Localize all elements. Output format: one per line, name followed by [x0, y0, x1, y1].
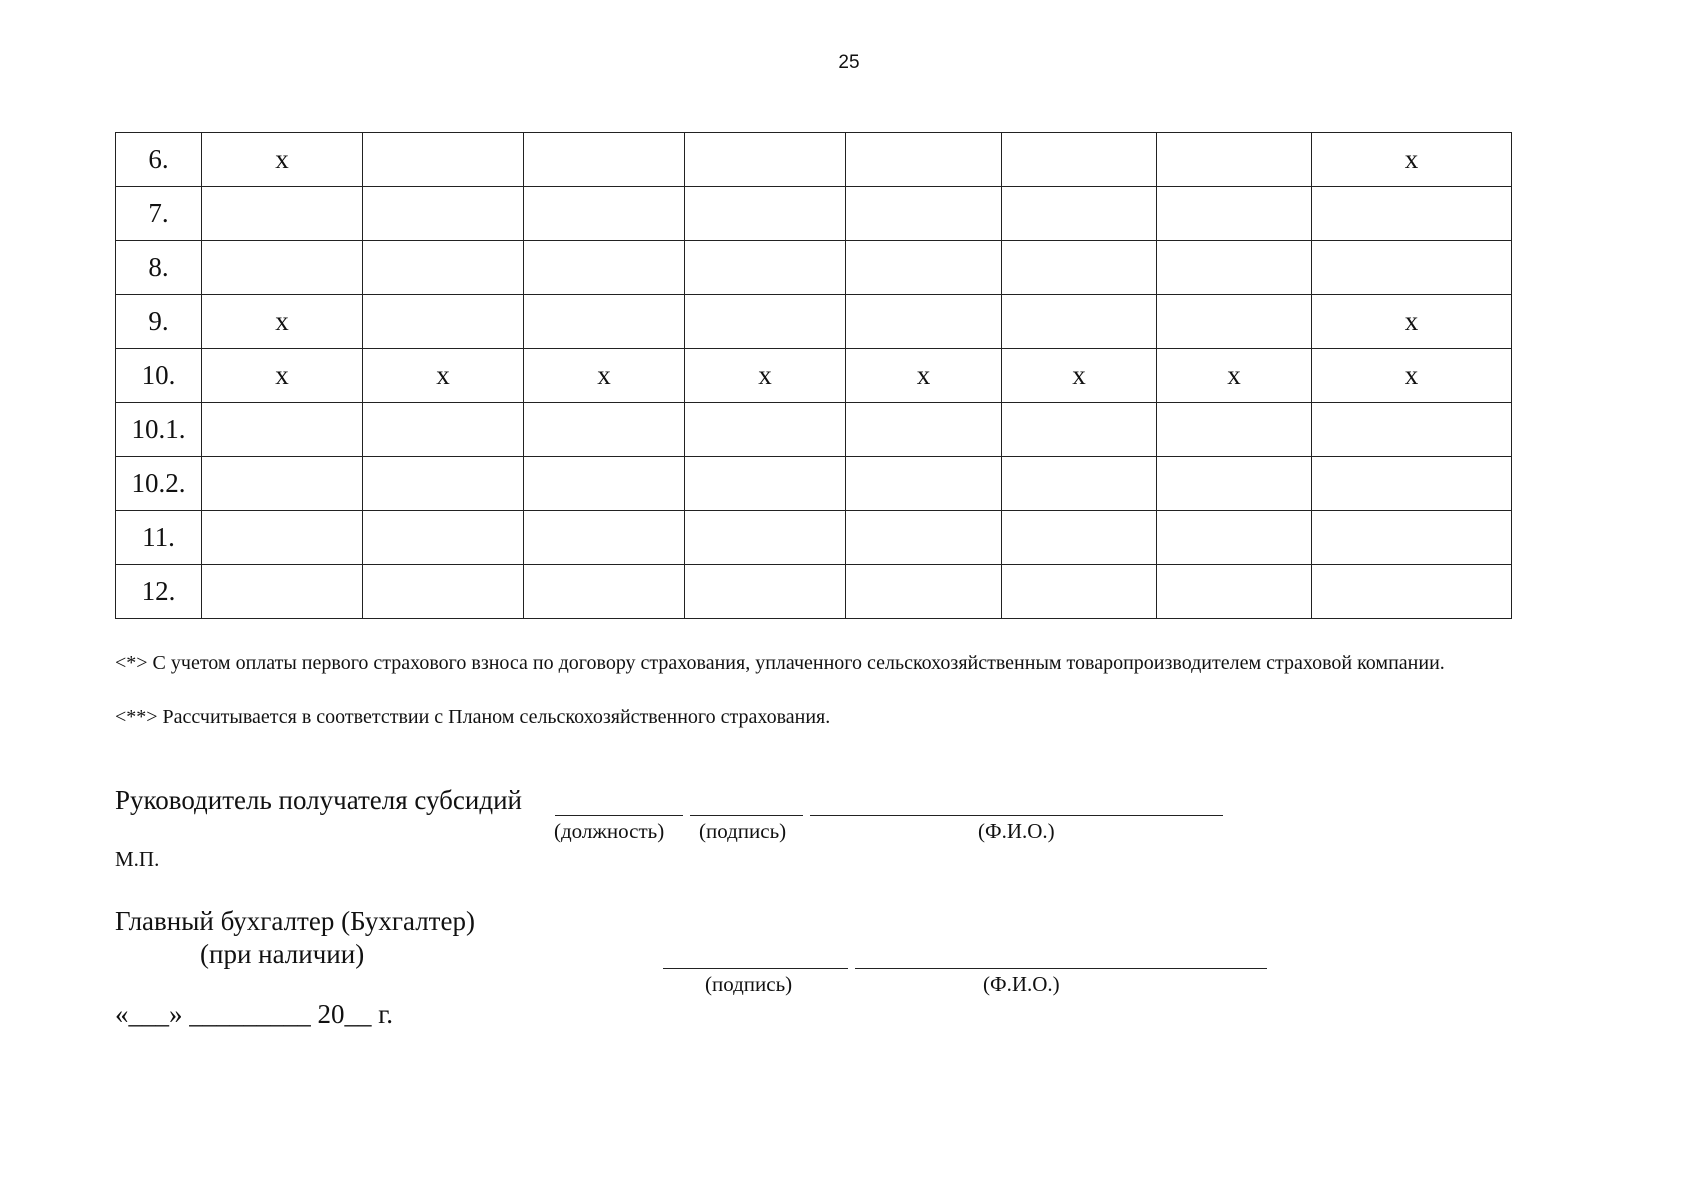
row-number-cell: 11.: [116, 511, 202, 565]
accountant-signature-caption: (подпись): [705, 972, 793, 996]
table-cell: [1002, 241, 1157, 295]
row-number-cell: 8.: [116, 241, 202, 295]
table-cell: [363, 241, 524, 295]
table-cell: [1002, 457, 1157, 511]
table-cell: [685, 241, 846, 295]
table-cell: [202, 403, 363, 457]
table-cell: [524, 565, 685, 619]
head-signature-caption: (подпись): [699, 819, 787, 843]
table-cell: x: [363, 349, 524, 403]
table-cell: [363, 187, 524, 241]
table-cell: [685, 403, 846, 457]
table-cell: [524, 133, 685, 187]
table-cell: [524, 457, 685, 511]
accountant-name-line: [855, 968, 1267, 969]
table-row: [116, 133, 1512, 187]
row-number-cell: 10.: [116, 349, 202, 403]
table-cell: [1157, 241, 1312, 295]
footnote-1: <*> С учетом оплаты первого страхового взноса по договору страхования, уплаченного сельскохозяйственным товаропроизводителем страховой компании.: [115, 652, 1445, 674]
table-cell: [1157, 403, 1312, 457]
table-cell: [685, 565, 846, 619]
table-cell: [1002, 187, 1157, 241]
date-line: «___» _________ 20__ г.: [115, 999, 394, 1029]
table-cell: [685, 187, 846, 241]
table-cell: [1157, 295, 1312, 349]
table-cell: [846, 187, 1002, 241]
table-cell: [1312, 403, 1512, 457]
row-number-cell: 7.: [116, 187, 202, 241]
table-cell: [1157, 457, 1312, 511]
chief-accountant-sublabel: (при наличии): [200, 939, 365, 969]
table-cell: [202, 511, 363, 565]
footnote-2: <**> Рассчитывается в соответствии с Планом сельскохозяйственного страхования.: [115, 706, 831, 728]
table-cell: [1002, 133, 1157, 187]
table-cell: [846, 133, 1002, 187]
table-cell: [846, 565, 1002, 619]
table-cell: [1002, 295, 1157, 349]
position-caption: (должность): [554, 819, 665, 843]
row-number-cell: 10.1.: [116, 403, 202, 457]
table-cell: x: [202, 349, 363, 403]
table-cell: [363, 457, 524, 511]
table-cell: [363, 295, 524, 349]
table-cell: [846, 403, 1002, 457]
table-cell: [1157, 511, 1312, 565]
chief-accountant-label: Главный бухгалтер (Бухгалтер): [115, 906, 475, 936]
table-row: [116, 511, 1512, 565]
head-of-recipient-label: Руководитель получателя субсидий: [115, 785, 522, 815]
row-number-cell: 10.2.: [116, 457, 202, 511]
head-signature-line: [690, 815, 803, 816]
table-cell: [524, 403, 685, 457]
table-cell: [1002, 565, 1157, 619]
table-cell: [1312, 565, 1512, 619]
table-row: [116, 349, 1512, 403]
table-cell: [1002, 403, 1157, 457]
table-cell: x: [1157, 349, 1312, 403]
table-row: [116, 295, 1512, 349]
table-cell: x: [202, 133, 363, 187]
table-cell: x: [1312, 133, 1512, 187]
table-cell: x: [524, 349, 685, 403]
table-cell: [846, 295, 1002, 349]
table-cell: [1312, 511, 1512, 565]
table-cell: [202, 565, 363, 619]
stamp-label: М.П.: [115, 847, 160, 871]
table-cell: [1002, 511, 1157, 565]
accountant-name-caption: (Ф.И.О.): [983, 972, 1060, 996]
table-cell: [685, 295, 846, 349]
table-cell: [363, 565, 524, 619]
head-name-line: [810, 815, 1223, 816]
table-cell: [1312, 187, 1512, 241]
table-cell: [846, 457, 1002, 511]
table-cell: [685, 511, 846, 565]
table-cell: x: [1312, 295, 1512, 349]
table-row: [116, 403, 1512, 457]
table-row: [116, 457, 1512, 511]
table-cell: [846, 511, 1002, 565]
data-table: [115, 132, 1512, 619]
table-cell: [202, 457, 363, 511]
table-cell: [1157, 133, 1312, 187]
table-row: [116, 187, 1512, 241]
table-cell: [1157, 565, 1312, 619]
table-cell: [524, 187, 685, 241]
table-row: [116, 241, 1512, 295]
table-cell: [524, 511, 685, 565]
table-cell: [363, 511, 524, 565]
table-cell: x: [685, 349, 846, 403]
table-cell: x: [1002, 349, 1157, 403]
table-cell: [202, 187, 363, 241]
row-number-cell: 6.: [116, 133, 202, 187]
position-line: [555, 815, 683, 816]
table-cell: [524, 295, 685, 349]
table-cell: [524, 241, 685, 295]
table-cell: [846, 241, 1002, 295]
table-cell: [363, 133, 524, 187]
table-cell: [1312, 241, 1512, 295]
table-cell: [363, 403, 524, 457]
table-cell: x: [202, 295, 363, 349]
row-number-cell: 12.: [116, 565, 202, 619]
table-cell: [1312, 457, 1512, 511]
head-name-caption: (Ф.И.О.): [978, 819, 1055, 843]
page-number: 25: [838, 52, 860, 73]
table-cell: [685, 457, 846, 511]
accountant-signature-line: [663, 968, 848, 969]
table-cell: [685, 133, 846, 187]
row-number-cell: 9.: [116, 295, 202, 349]
table-cell: x: [846, 349, 1002, 403]
table-cell: [202, 241, 363, 295]
table-row: [116, 565, 1512, 619]
table-cell: x: [1312, 349, 1512, 403]
table-cell: [1157, 187, 1312, 241]
